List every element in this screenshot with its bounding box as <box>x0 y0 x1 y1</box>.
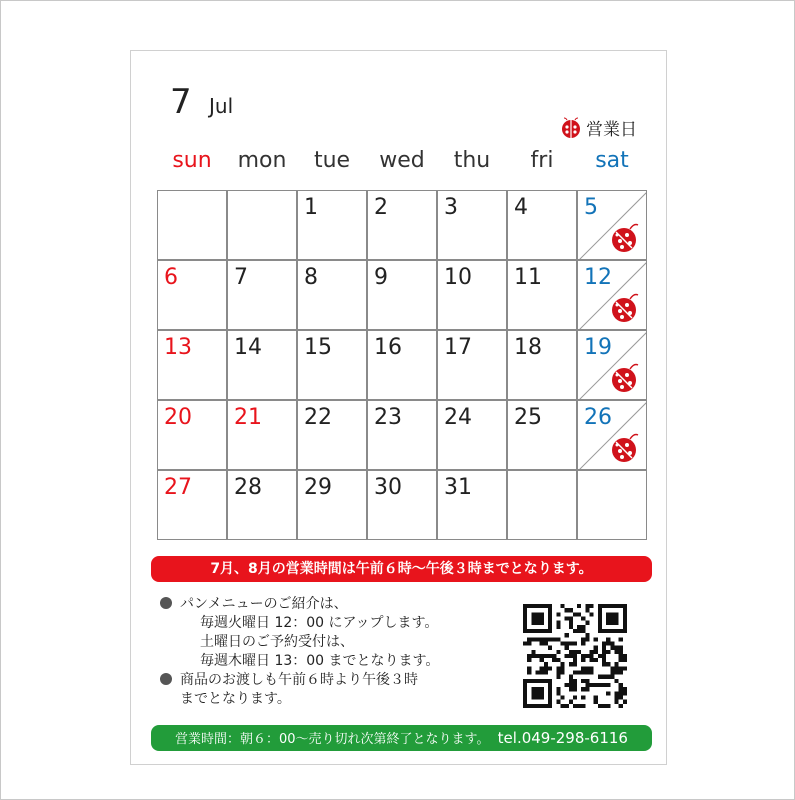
weekday-sun: sun <box>172 148 212 173</box>
ladybug-icon <box>608 291 642 325</box>
month-number: 7 <box>170 82 192 122</box>
day-cell <box>507 190 577 260</box>
day-cell <box>227 330 297 400</box>
day-number: 28 <box>234 475 262 500</box>
day-cell <box>437 190 507 260</box>
day-cell <box>227 400 297 470</box>
ladybug-icon <box>608 361 642 395</box>
weekday-wed: wed <box>379 148 425 173</box>
day-cell <box>507 470 577 540</box>
day-number: 4 <box>514 195 528 220</box>
day-cell <box>297 190 367 260</box>
bullet-icon <box>160 597 172 609</box>
legend <box>560 115 637 140</box>
qr-code[interactable] <box>523 604 627 708</box>
day-number: 10 <box>444 265 472 290</box>
day-number: 15 <box>304 335 332 360</box>
day-number: 8 <box>304 265 318 290</box>
day-number: 17 <box>444 335 472 360</box>
day-cell <box>157 260 227 330</box>
notice-line: 商品のお渡しも午前６時より午後３時 <box>180 672 418 688</box>
day-cell <box>577 470 647 540</box>
day-cell <box>577 330 647 400</box>
day-number: 25 <box>514 405 542 430</box>
day-cell <box>157 190 227 260</box>
ladybug-icon <box>608 431 642 465</box>
day-cell <box>157 470 227 540</box>
day-cell <box>297 260 367 330</box>
day-number: 3 <box>444 195 458 220</box>
day-number: 5 <box>584 195 598 220</box>
day-number: 22 <box>304 405 332 430</box>
day-number: 9 <box>374 265 388 290</box>
day-cell <box>227 470 297 540</box>
weekday-sat: sat <box>595 148 629 173</box>
day-number: 20 <box>164 405 192 430</box>
day-cell <box>367 400 437 470</box>
day-cell <box>297 470 367 540</box>
day-cell <box>577 260 647 330</box>
weekday-tue: tue <box>313 148 351 173</box>
day-number: 18 <box>514 335 542 360</box>
day-cell <box>507 400 577 470</box>
day-number: 27 <box>164 475 192 500</box>
day-number: 11 <box>514 265 542 290</box>
notice-line: 土曜日のご予約受付は、 <box>200 634 354 650</box>
day-cell <box>367 190 437 260</box>
notice-line: までとなります。 <box>180 691 291 707</box>
day-number: 13 <box>164 335 192 360</box>
footer-banner <box>151 725 652 751</box>
day-number: 16 <box>374 335 402 360</box>
day-number: 2 <box>374 195 388 220</box>
weekday-thu: thu <box>453 148 491 173</box>
day-number: 6 <box>164 265 178 290</box>
day-number: 7 <box>234 265 248 290</box>
day-number: 1 <box>304 195 318 220</box>
month-name: Jul <box>209 94 234 118</box>
hours-banner: 7月、8月の営業時間は午前６時〜午後３時までとなります。 <box>151 556 652 582</box>
day-number: 12 <box>584 265 612 290</box>
weekday-fri: fri <box>530 148 554 173</box>
day-cell <box>367 330 437 400</box>
day-number: 30 <box>374 475 402 500</box>
day-cell <box>437 330 507 400</box>
day-number: 31 <box>444 475 472 500</box>
day-number: 21 <box>234 405 262 430</box>
footer-tel: tel.049-298-6116 <box>497 729 628 747</box>
day-cell <box>507 260 577 330</box>
day-cell <box>297 330 367 400</box>
footer-text: 営業時間：朝６：00〜売り切れ次第終了となります。 <box>175 732 490 747</box>
day-number: 23 <box>374 405 402 430</box>
day-number: 24 <box>444 405 472 430</box>
day-number: 14 <box>234 335 262 360</box>
day-cell <box>367 260 437 330</box>
day-number: 26 <box>584 405 612 430</box>
weekday-mon: mon <box>237 148 287 173</box>
legend-label: 営業日 <box>586 120 637 140</box>
bullet-icon <box>160 673 172 685</box>
ladybug-icon <box>560 117 582 139</box>
day-cell <box>227 260 297 330</box>
notice-line: パンメニューのご紹介は、 <box>180 596 348 612</box>
day-cell <box>367 470 437 540</box>
day-cell <box>577 400 647 470</box>
day-number: 29 <box>304 475 332 500</box>
day-cell <box>437 470 507 540</box>
notice-block <box>160 595 439 709</box>
day-cell <box>297 400 367 470</box>
day-cell <box>157 400 227 470</box>
day-cell <box>577 190 647 260</box>
day-cell <box>507 330 577 400</box>
day-number: 19 <box>584 335 612 360</box>
ladybug-icon <box>608 221 642 255</box>
day-cell <box>227 190 297 260</box>
day-cell <box>437 400 507 470</box>
day-cell <box>157 330 227 400</box>
notice-line: 毎週火曜日 12：00 にアップします。 <box>200 615 439 631</box>
day-cell <box>437 260 507 330</box>
notice-line: 毎週木曜日 13：00 までとなります。 <box>200 653 440 669</box>
